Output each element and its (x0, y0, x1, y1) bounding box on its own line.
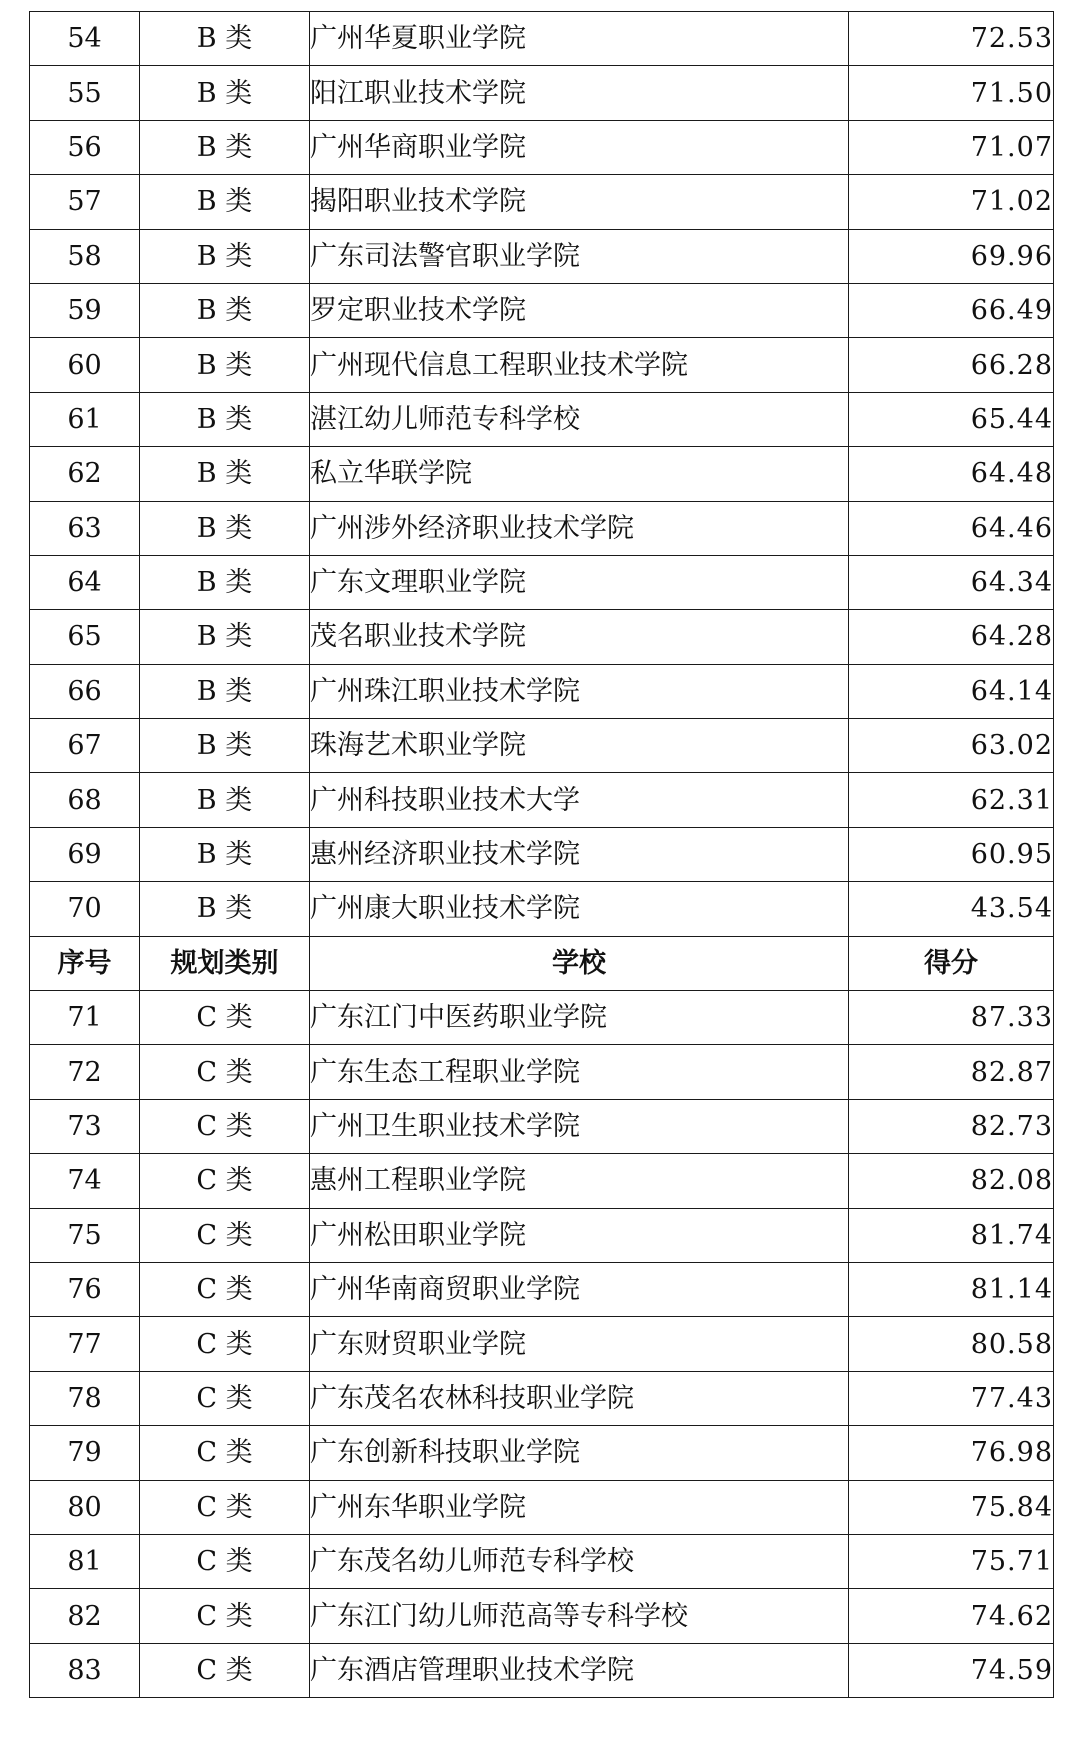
row-category: B 类 (140, 175, 310, 229)
row-school: 湛江幼儿师范专科学校 (310, 392, 849, 446)
table-row (30, 1317, 1054, 1371)
row-number: 62 (30, 447, 140, 501)
row-category: C 类 (140, 1099, 310, 1153)
row-score: 64.14 (849, 664, 1054, 718)
table-row (30, 1643, 1054, 1697)
row-score: 81.14 (849, 1262, 1054, 1316)
row-category: B 类 (140, 283, 310, 337)
table-row (30, 1262, 1054, 1316)
row-number: 54 (30, 12, 140, 66)
row-score: 60.95 (849, 827, 1054, 881)
row-category: B 类 (140, 392, 310, 446)
row-school: 广州科技职业技术大学 (310, 773, 849, 827)
row-number: 82 (30, 1589, 140, 1643)
row-school: 广州现代信息工程职业技术学院 (310, 338, 849, 392)
table-row (30, 555, 1054, 609)
row-score: 77.43 (849, 1371, 1054, 1425)
row-number: 67 (30, 719, 140, 773)
row-number: 72 (30, 1045, 140, 1099)
table-row (30, 1589, 1054, 1643)
row-school: 阳江职业技术学院 (310, 66, 849, 120)
row-school: 广东江门幼儿师范高等专科学校 (310, 1589, 849, 1643)
table-row (30, 66, 1054, 120)
row-number: 58 (30, 229, 140, 283)
row-number: 65 (30, 610, 140, 664)
table-row (30, 1208, 1054, 1262)
row-category: B 类 (140, 773, 310, 827)
table-header (30, 936, 1054, 990)
row-category: C 类 (140, 1317, 310, 1371)
table-row (30, 12, 1054, 66)
row-score: 74.62 (849, 1589, 1054, 1643)
table-row (30, 719, 1054, 773)
row-category: C 类 (140, 1589, 310, 1643)
row-category: C 类 (140, 1154, 310, 1208)
row-category: C 类 (140, 1643, 310, 1697)
row-number: 56 (30, 120, 140, 174)
row-number: 59 (30, 283, 140, 337)
table-row (30, 1371, 1054, 1425)
row-school: 广东财贸职业学院 (310, 1317, 849, 1371)
row-category: C 类 (140, 1045, 310, 1099)
table-row (30, 120, 1054, 174)
row-number: 80 (30, 1480, 140, 1534)
table-row (30, 392, 1054, 446)
row-number: 69 (30, 827, 140, 881)
section-b-rows (30, 12, 1054, 937)
table-row (30, 773, 1054, 827)
row-score: 64.46 (849, 501, 1054, 555)
row-category: C 类 (140, 1371, 310, 1425)
row-score: 74.59 (849, 1643, 1054, 1697)
row-score: 71.07 (849, 120, 1054, 174)
row-score: 64.48 (849, 447, 1054, 501)
row-score: 71.02 (849, 175, 1054, 229)
row-category: C 类 (140, 1208, 310, 1262)
row-school: 罗定职业技术学院 (310, 283, 849, 337)
row-category: B 类 (140, 66, 310, 120)
table-row (30, 229, 1054, 283)
row-category: C 类 (140, 1262, 310, 1316)
header-school: 学校 (310, 936, 849, 990)
row-number: 63 (30, 501, 140, 555)
row-number: 79 (30, 1426, 140, 1480)
row-category: C 类 (140, 1480, 310, 1534)
row-number: 74 (30, 1154, 140, 1208)
row-school: 揭阳职业技术学院 (310, 175, 849, 229)
row-score: 66.49 (849, 283, 1054, 337)
row-category: B 类 (140, 827, 310, 881)
row-category: C 类 (140, 1534, 310, 1588)
table-row (30, 882, 1054, 936)
row-school: 广州华夏职业学院 (310, 12, 849, 66)
table-row (30, 991, 1054, 1045)
row-category: B 类 (140, 882, 310, 936)
row-school: 广东茂名幼儿师范专科学校 (310, 1534, 849, 1588)
row-score: 80.58 (849, 1317, 1054, 1371)
row-school: 广州东华职业学院 (310, 1480, 849, 1534)
row-school: 惠州经济职业技术学院 (310, 827, 849, 881)
row-school: 广州松田职业学院 (310, 1208, 849, 1262)
row-school: 茂名职业技术学院 (310, 610, 849, 664)
section-c-rows (30, 991, 1054, 1698)
row-number: 73 (30, 1099, 140, 1153)
row-school: 广州康大职业技术学院 (310, 882, 849, 936)
table-row (30, 447, 1054, 501)
row-school: 广州珠江职业技术学院 (310, 664, 849, 718)
row-score: 82.73 (849, 1099, 1054, 1153)
row-category: C 类 (140, 991, 310, 1045)
table-row (30, 827, 1054, 881)
header-score: 得分 (849, 936, 1054, 990)
row-score: 72.53 (849, 12, 1054, 66)
table-row (30, 664, 1054, 718)
table-row (30, 1099, 1054, 1153)
row-school: 广州涉外经济职业技术学院 (310, 501, 849, 555)
row-number: 77 (30, 1317, 140, 1371)
school-score-table (29, 11, 1054, 1698)
table-row (30, 283, 1054, 337)
row-number: 55 (30, 66, 140, 120)
row-school: 私立华联学院 (310, 447, 849, 501)
table-row (30, 1426, 1054, 1480)
row-school: 惠州工程职业学院 (310, 1154, 849, 1208)
row-score: 75.71 (849, 1534, 1054, 1588)
row-score: 43.54 (849, 882, 1054, 936)
row-number: 68 (30, 773, 140, 827)
row-category: B 类 (140, 610, 310, 664)
row-score: 75.84 (849, 1480, 1054, 1534)
row-category: C 类 (140, 1426, 310, 1480)
row-number: 83 (30, 1643, 140, 1697)
row-category: B 类 (140, 555, 310, 609)
row-school: 广东创新科技职业学院 (310, 1426, 849, 1480)
row-school: 广东江门中医药职业学院 (310, 991, 849, 1045)
row-school: 广州卫生职业技术学院 (310, 1099, 849, 1153)
row-score: 62.31 (849, 773, 1054, 827)
row-number: 71 (30, 991, 140, 1045)
table-row (30, 175, 1054, 229)
row-category: B 类 (140, 120, 310, 174)
table-row (30, 501, 1054, 555)
header-category: 规划类别 (140, 936, 310, 990)
row-school: 广东生态工程职业学院 (310, 1045, 849, 1099)
table-row (30, 1154, 1054, 1208)
table-row (30, 338, 1054, 392)
row-score: 63.02 (849, 719, 1054, 773)
row-number: 64 (30, 555, 140, 609)
row-score: 66.28 (849, 338, 1054, 392)
row-school: 广东酒店管理职业技术学院 (310, 1643, 849, 1697)
row-number: 60 (30, 338, 140, 392)
table-row (30, 1534, 1054, 1588)
row-score: 64.28 (849, 610, 1054, 664)
row-score: 65.44 (849, 392, 1054, 446)
row-number: 75 (30, 1208, 140, 1262)
row-category: B 类 (140, 338, 310, 392)
row-number: 76 (30, 1262, 140, 1316)
row-school: 广州华商职业学院 (310, 120, 849, 174)
row-category: B 类 (140, 12, 310, 66)
row-school: 广州华南商贸职业学院 (310, 1262, 849, 1316)
row-score: 71.50 (849, 66, 1054, 120)
row-category: B 类 (140, 229, 310, 283)
row-number: 78 (30, 1371, 140, 1425)
row-category: B 类 (140, 501, 310, 555)
row-score: 76.98 (849, 1426, 1054, 1480)
row-category: B 类 (140, 719, 310, 773)
row-category: B 类 (140, 447, 310, 501)
row-score: 82.87 (849, 1045, 1054, 1099)
row-school: 珠海艺术职业学院 (310, 719, 849, 773)
row-number: 57 (30, 175, 140, 229)
row-school: 广东司法警官职业学院 (310, 229, 849, 283)
row-number: 70 (30, 882, 140, 936)
row-score: 87.33 (849, 991, 1054, 1045)
row-number: 81 (30, 1534, 140, 1588)
row-score: 81.74 (849, 1208, 1054, 1262)
row-score: 82.08 (849, 1154, 1054, 1208)
row-category: B 类 (140, 664, 310, 718)
row-school: 广东文理职业学院 (310, 555, 849, 609)
table-row (30, 1045, 1054, 1099)
row-number: 66 (30, 664, 140, 718)
table-row (30, 1480, 1054, 1534)
row-score: 69.96 (849, 229, 1054, 283)
row-school: 广东茂名农林科技职业学院 (310, 1371, 849, 1425)
table-row (30, 610, 1054, 664)
header-row (30, 936, 1054, 990)
row-number: 61 (30, 392, 140, 446)
row-score: 64.34 (849, 555, 1054, 609)
header-no: 序号 (30, 936, 140, 990)
